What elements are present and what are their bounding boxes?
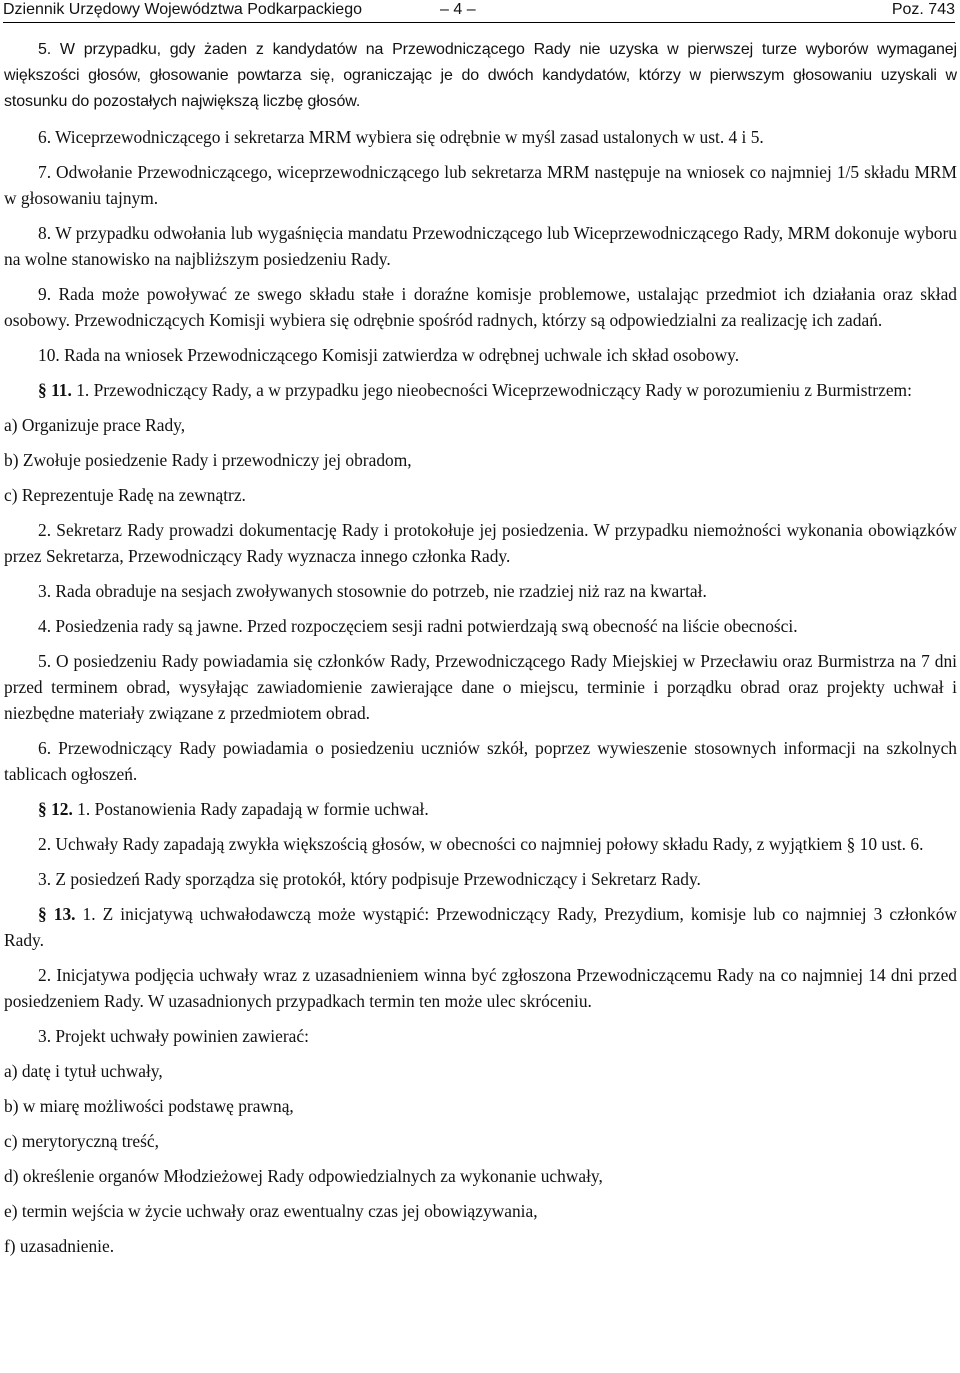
section-11-number: 11. — [51, 380, 72, 400]
paragraph-6: 6. Wiceprzewodniczącego i sekretarza MRM wybiera się odrębnie w myśl zasad ustalonych w ust. 4 i 5. — [38, 127, 764, 147]
position-number: Poz. 743 — [891, 1, 955, 18]
section-13-paragraph-2: 2. Inicjatywa podjęcia uchwały wraz z uzasadnieniem winna być zgłoszona Przewodniczącemu Rady na co najmniej 14 dni przed posiedzeniem Rady. W uzasadnionych przypadkach termin ten może ulec skróceniu. — [4, 965, 957, 1011]
list-item: e) termin wejścia w życie uchwały oraz ewentualny czas jej obowiązywania, — [4, 1201, 538, 1221]
list-item: c) merytoryczną treść, — [4, 1131, 159, 1151]
list-item: a) datę i tytuł uchwały, — [4, 1061, 163, 1081]
header-rule — [3, 22, 955, 23]
list-item: a) Organizuje prace Rady, — [4, 415, 186, 435]
section-11-paragraph-4: 4. Posiedzenia rady są jawne. Przed rozpoczęciem sesji radni potwierdzają swą obecność na liście obecności. — [38, 616, 798, 636]
page-number: – 4 – — [440, 1, 476, 18]
list-item: f) uzasadnienie. — [4, 1236, 115, 1256]
section-12-paragraph-1 — [4, 796, 957, 822]
list-item: d) określenie organów Młodzieżowej Rady odpowiedzialnych za wykonanie uchwały, — [4, 1166, 603, 1186]
section-sign: § — [38, 799, 47, 819]
section-12-text-1: 1. Postanowienia Rady zapadają w formie uchwał. — [77, 799, 429, 819]
list-item: b) w miarę możliwości podstawę prawną, — [4, 1096, 294, 1116]
paragraph-9: 9. Rada może powoływać ze swego składu stałe i doraźne komisje problemowe, ustalając przedmiot ich działania oraz skład osobowy. Przewodniczących Komisji wybiera się odrębnie spośród radnych, którzy są odpowiedzialni za realizację ich zadań. — [4, 284, 957, 330]
list-item: c) Reprezentuje Radę na zewnątrz. — [4, 485, 246, 505]
section-11-paragraph-5: 5. O posiedzeniu Rady powiadamia się członków Rady, Przewodniczącego Rady Miejskiej w Przecławiu oraz Burmistrza na 7 dni przed terminem obrad, wysyłając zawiadomienie zawierające dane o miejscu, terminie i porządku obrad oraz projekty uchwał i niezbędne materiały związane z przedmiotem obrad. — [4, 651, 957, 723]
paragraph-8: 8. W przypadku odwołania lub wygaśnięcia mandatu Przewodniczącego lub Wiceprzewodniczącego Rady, MRM dokonuje wyboru na wolne stanowisko na najbliższym posiedzeniu Rady. — [4, 223, 957, 269]
page-header — [0, 0, 960, 22]
section-11-paragraph-3: 3. Rada obraduje na sesjach zwoływanych stosownie do potrzeb, nie rzadziej niż raz na kwartał. — [38, 581, 707, 601]
journal-title: Dziennik Urzędowy Województwa Podkarpackiego — [3, 1, 362, 18]
section-13-number: 13. — [53, 904, 76, 924]
list-item: b) Zwołuje posiedzenie Rady i przewodniczy jej obradom, — [4, 450, 412, 470]
document-body — [4, 37, 957, 1268]
section-12-number: 12. — [51, 799, 73, 819]
paragraph-10: 10. Rada na wniosek Przewodniczącego Komisji zatwierdza w odrębnej uchwale ich skład osobowy. — [38, 345, 740, 365]
section-12-paragraph-2: 2. Uchwały Rady zapadają zwykła większością głosów, w obecności co najmniej połowy składu Rady, z wyjątkiem § 10 ust. 6. — [38, 834, 924, 854]
section-11-text-1: 1. Przewodniczący Rady, a w przypadku jego nieobecności Wiceprzewodniczący Rady w porozumieniu z Burmistrzem: — [76, 380, 912, 400]
section-13-paragraph-1 — [4, 901, 957, 953]
paragraph-7: 7. Odwołanie Przewodniczącego, wiceprzewodniczącego lub sekretarza MRM następuje na wniosek co najmniej 1/5 składu MRM w głosowaniu tajnym. — [4, 162, 957, 208]
section-sign: § — [38, 904, 47, 924]
paragraph-5: 5. W przypadku, gdy żaden z kandydatów na Przewodniczącego Rady nie uzyska w pierwszej turze wyborów wymaganej większości głosów, głosowanie powtarza się, ograniczając je do dwóch kandydatów, którzy w pierwszym głosowaniu uzyskali w stosunku do pozostałych największą liczbę głosów. — [4, 41, 957, 110]
section-11-paragraph-2: 2. Sekretarz Rady prowadzi dokumentację Rady i protokołuje jej posiedzenia. W przypadku niemożności wykonania obowiązków przez Sekretarza, Przewodniczący Rady wyznacza innego członka Rady. — [4, 520, 957, 566]
section-13-paragraph-3: 3. Projekt uchwały powinien zawierać: — [38, 1026, 309, 1046]
section-12-paragraph-3: 3. Z posiedzeń Rady sporządza się protokół, który podpisuje Przewodniczący i Sekretarz Rady. — [38, 869, 701, 889]
section-11-paragraph-6: 6. Przewodniczący Rady powiadamia o posiedzeniu uczniów szkół, poprzez wywieszenie stosownych informacji na szkolnych tablicach ogłoszeń. — [4, 738, 957, 784]
section-sign: § — [38, 380, 47, 400]
section-13-text-1: 1. Z inicjatywą uchwałodawczą może wystąpić: Przewodniczący Rady, Prezydium, komisje lub co najmniej 3 członków Rady. — [4, 904, 957, 950]
section-11-paragraph-1 — [4, 377, 957, 403]
